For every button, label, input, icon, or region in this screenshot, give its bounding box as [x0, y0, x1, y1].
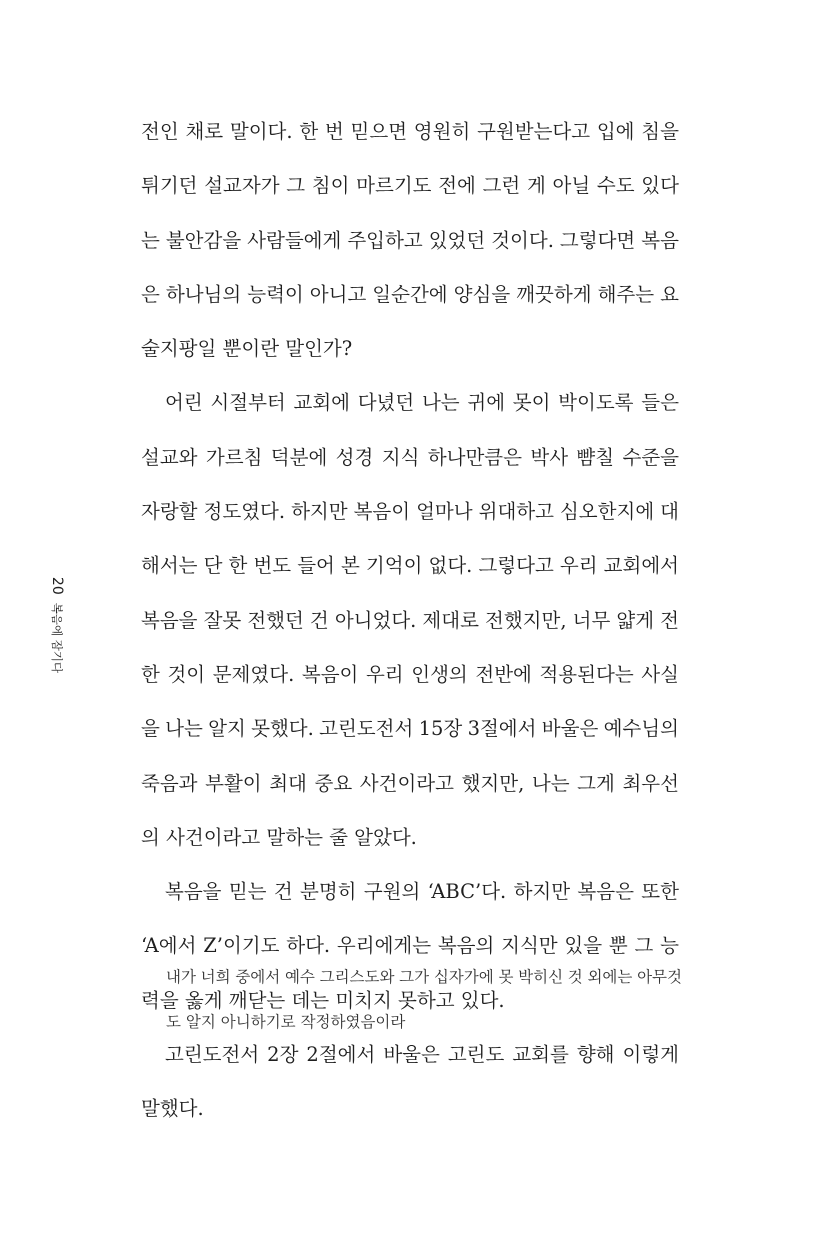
text-line: 복음을 믿는 건 분명히 구원의 ‘ABC’다. 하지만 복음은 또한 [165, 880, 679, 904]
running-head [47, 568, 67, 682]
text-line: 설교와 가르침 덕분에 성경 지식 하나만큼은 박사 뺨칠 수준을 [141, 445, 679, 469]
text-line: 튀기던 설교자가 그 침이 마르기도 전에 그런 게 아닐 수도 있다 [141, 174, 679, 198]
text-line: 고린도전서 2장 2절에서 바울은 고린도 교회를 향해 이렇게 [165, 1043, 679, 1067]
book-title: 복음에 잠기다 [50, 602, 64, 674]
text-line: 술지팡일 뿐이란 말인가? [141, 337, 353, 361]
text-line: ‘A에서 Z’이기도 하다. 우리에게는 복음의 지식만 있을 뿐 그 능 [141, 934, 679, 958]
text-line: 한 것이 문제였다. 복음이 우리 인생의 전반에 적용된다는 사실 [141, 662, 679, 686]
text-line: 말했다. [141, 1097, 204, 1121]
quote-line: 도 알지 아니하기로 작정하였음이라 [166, 1013, 406, 1031]
text-line: 력을 옳게 깨닫는 데는 미치지 못하고 있다. [141, 988, 505, 1012]
text-line: 자랑할 정도였다. 하지만 복음이 얼마나 위대하고 심오한지에 대 [141, 500, 679, 524]
quote-line: 내가 너희 중에서 예수 그리스도와 그가 십자가에 못 박히신 것 외에는 아무것 [166, 968, 682, 986]
text-line: 해서는 단 한 번도 들어 본 기억이 없다. 그렇다고 우리 교회에서 [141, 554, 679, 578]
page-number: 20 [49, 576, 65, 595]
text-line: 죽음과 부활이 최대 중요 사건이라고 했지만, 나는 그게 최우선 [141, 771, 679, 795]
text-line: 복음을 잘못 전했던 건 아니었다. 제대로 전했지만, 너무 얇게 전 [141, 608, 679, 632]
text-line: 는 불안감을 사람들에게 주입하고 있었던 것이다. 그렇다면 복음 [141, 228, 679, 252]
text-line: 을 나는 알지 못했다. 고린도전서 15장 3절에서 바울은 예수님의 [141, 717, 679, 741]
text-line: 의 사건이라고 말하는 줄 알았다. [141, 825, 417, 849]
text-line: 은 하나님의 능력이 아니고 일순간에 양심을 깨끗하게 해주는 요 [141, 282, 679, 306]
text-line: 전인 채로 말이다. 한 번 믿으면 영원히 구원받는다고 입에 침을 [141, 120, 679, 143]
scripture-quote [166, 959, 682, 1049]
text-line: 어린 시절부터 교회에 다녔던 나는 귀에 못이 박이도록 들은 [165, 391, 679, 415]
